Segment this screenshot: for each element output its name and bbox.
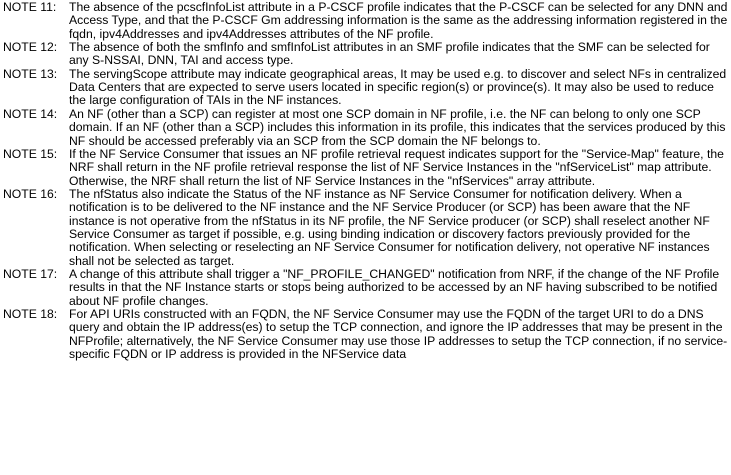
note-text: An NF (other than a SCP) can register at most one SCP domain in NF profile, i.e. the NF can belong to only one SCP domain. If an NF (other than a SCP) includes this information in its profile, this indicates that the services produced by this NF should be accessed preferably via an SCP from the SCP domain the NF belongs to. bbox=[69, 106, 726, 148]
notes-list bbox=[3, 1, 729, 362]
note-12 bbox=[3, 41, 729, 68]
note-text: The servingScope attribute may indicate geographical areas, It may be used e.g. to discover and select NFs in centralized Data Centers that are expected to serve users located in specific region(s) or province(s). It may also be used to reduce the large configuration of TAIs in the NF instances. bbox=[69, 66, 727, 108]
note-label: NOTE 15: bbox=[3, 147, 58, 162]
note-text: For API URIs constructed with an FQDN, the NF Service Consumer may use the FQDN of the target URI to do a DNS query and obtain the IP address(es) to setup the TCP connection, and ignore the IP addresses that may be present in the NFProfile; alternatively, the NF Service Consumer may use those IP addresses to setup the TCP connection, if no service-specific FQDN or IP address is provided in the NFService data bbox=[69, 307, 728, 362]
note-18 bbox=[3, 308, 729, 361]
note-text: The absence of the pcscfInfoList attribute in a P-CSCF profile indicates that the P-CSCF can be selected for any DNN and Access Type, and that the P-CSCF Gm addressing information is the same as the addressing information registered in the fqdn, ipv4Addresses and ipv4Addresses attributes of the NF profile. bbox=[69, 0, 728, 41]
note-label: NOTE 16: bbox=[3, 187, 58, 202]
note-label: NOTE 13: bbox=[3, 66, 58, 81]
note-17 bbox=[3, 268, 729, 308]
note-11 bbox=[3, 1, 729, 41]
note-14 bbox=[3, 108, 729, 148]
note-15 bbox=[3, 148, 729, 188]
note-text: The absence of both the smfInfo and smfInfoList attributes in an SMF profile indicates that the SMF can be selected for any S-NSSAI, DNN, TAI and access type. bbox=[69, 40, 710, 68]
note-label: NOTE 12: bbox=[3, 40, 58, 55]
note-label: NOTE 18: bbox=[3, 307, 58, 322]
note-text: The nfStatus also indicate the Status of the NF instance as NF Service Consumer for notification delivery. When a notification is to be delivered to the NF instance and the NF Service Producer (or SCP) has been aware that the NF instance is not operative from the nfStatus in its NF profile, the NF Service producer (or SCP) shall reselect another NF Service Consumer as target if possible, e.g. using binding indication or discovery factors previously provided for the notification. When selecting or reselecting an NF Service Consumer for notification delivery, not operative NF instances shall not be selected as target. bbox=[69, 187, 710, 268]
note-text: A change of this attribute shall trigger a "NF_PROFILE_CHANGED" notification from NRF, if the change of the NF Profile results in that the NF Instance starts or stops being authorized to be accessed by an NF having subscribed to be notified about NF profile changes. bbox=[69, 267, 720, 308]
note-label: NOTE 17: bbox=[3, 267, 58, 282]
note-label: NOTE 14: bbox=[3, 106, 58, 121]
note-16 bbox=[3, 188, 729, 268]
note-label: NOTE 11: bbox=[3, 0, 57, 14]
note-13 bbox=[3, 68, 729, 108]
note-text: If the NF Service Consumer that issues an NF profile retrieval request indicates support for the "Service-Map" feature, the NRF shall return in the NF profile retrieval response the list of NF Service Instances in the "nfServiceList" map attribute. Otherwise, the NRF shall return the list of NF Service Instances in the "nfServices" array attribute. bbox=[69, 147, 724, 188]
